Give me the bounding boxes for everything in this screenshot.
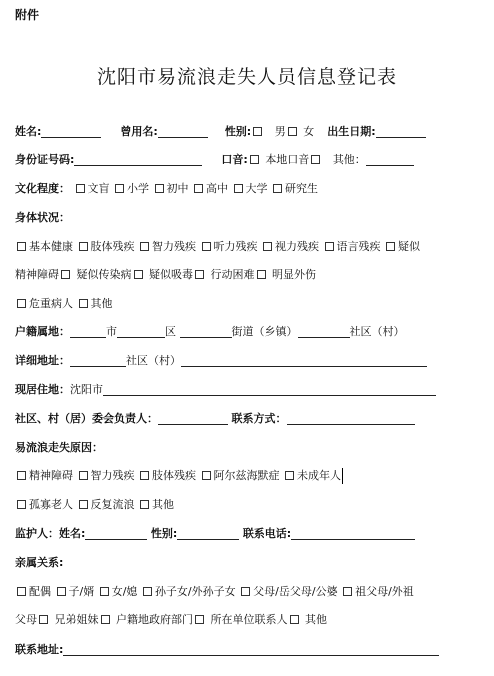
relative-option: 兄弟姐妹 xyxy=(54,613,99,626)
reason-label: 易流浪走失原因： xyxy=(15,441,103,454)
checkbox-reason[interactable] xyxy=(17,471,26,480)
contact-address-field[interactable] xyxy=(63,643,439,656)
address-detail-field[interactable] xyxy=(181,354,427,367)
health-option: 语言残疾 xyxy=(336,240,381,253)
checkbox-male[interactable] xyxy=(253,127,262,136)
checkbox-health[interactable] xyxy=(140,242,149,251)
address-field[interactable] xyxy=(70,354,126,367)
education-option: 文盲 xyxy=(87,182,110,195)
reason-option: 反复流浪 xyxy=(90,498,135,511)
health-option: 智力残疾 xyxy=(152,240,196,253)
other-accent-field[interactable] xyxy=(366,153,414,166)
health-options-row xyxy=(15,295,113,313)
reason-options-row xyxy=(15,496,174,514)
residence-label: 现居住地： xyxy=(15,383,70,396)
city-field[interactable] xyxy=(70,325,106,338)
district-label: 区 xyxy=(165,325,176,338)
community-field[interactable] xyxy=(298,325,350,338)
female-option: 女 xyxy=(303,125,315,138)
checkbox-reason[interactable] xyxy=(202,471,211,480)
gender-label: 性别: xyxy=(224,125,252,138)
reason-option: 精神障碍 xyxy=(29,469,73,482)
checkbox-health[interactable] xyxy=(79,299,88,308)
reason-option: 其他 xyxy=(152,498,174,511)
alias-field[interactable] xyxy=(158,125,208,138)
health-option: 疑似传染病 xyxy=(76,268,132,281)
accent-label: 口音: xyxy=(221,153,248,166)
checkbox-health[interactable] xyxy=(263,242,272,251)
guardian-label: 监护人：姓名: xyxy=(15,527,86,540)
health-option: 行动困难 xyxy=(210,268,255,281)
address-row xyxy=(15,352,427,370)
checkbox-health[interactable] xyxy=(195,270,204,279)
residence-value: 沈阳市 xyxy=(70,383,103,396)
city-label: 市 xyxy=(106,325,117,338)
checkbox-health[interactable] xyxy=(17,242,26,251)
guardian-row xyxy=(15,525,415,543)
checkbox-health[interactable] xyxy=(325,242,334,251)
checkbox-relative[interactable] xyxy=(39,615,48,624)
committee-contact-field[interactable] xyxy=(287,412,415,425)
relative-option: 配偶 xyxy=(29,585,51,598)
reason-option: 阿尔兹海默症 xyxy=(213,469,280,482)
id-label: 身份证号码: xyxy=(15,153,75,166)
education-label: 文化程度： xyxy=(15,182,70,195)
health-option: 视力残疾 xyxy=(275,240,319,253)
relative-option: 孙子女/外孙子女 xyxy=(154,585,236,598)
relatives-options-row xyxy=(15,583,414,601)
health-option: 其他 xyxy=(90,297,113,310)
checkbox-reason[interactable] xyxy=(140,471,149,480)
contact-address-label: 联系地址: xyxy=(15,643,64,656)
relative-option: 父母/岳父母/公婆 xyxy=(253,585,338,598)
checkbox-health[interactable] xyxy=(61,270,70,279)
checkbox-relative[interactable] xyxy=(101,615,110,624)
relative-option: 户籍地政府部门 xyxy=(116,613,193,626)
checkbox-relative[interactable] xyxy=(143,587,152,596)
id-field[interactable] xyxy=(74,153,202,166)
checkbox-local-accent[interactable] xyxy=(250,155,259,164)
health-label: 身体状况： xyxy=(15,211,70,224)
address-community-label: 社区（村） xyxy=(126,354,181,367)
health-option: 疑似吸毒 xyxy=(149,268,193,281)
checkbox-education[interactable] xyxy=(273,184,282,193)
community-label: 社区（村） xyxy=(349,325,405,338)
education-option: 高中 xyxy=(206,182,228,195)
checkbox-relative[interactable] xyxy=(241,587,250,596)
male-option: 男 xyxy=(274,125,286,138)
education-option: 小学 xyxy=(127,182,149,195)
committee-row xyxy=(15,410,415,428)
checkbox-reason[interactable] xyxy=(285,471,294,480)
checkbox-relative[interactable] xyxy=(17,587,26,596)
guardian-phone-field[interactable] xyxy=(291,527,415,540)
dob-field[interactable] xyxy=(376,125,426,138)
committee-field[interactable] xyxy=(158,412,228,425)
reason-label-row xyxy=(15,439,103,457)
checkbox-female[interactable] xyxy=(288,127,297,136)
checkbox-health[interactable] xyxy=(17,299,26,308)
education-row xyxy=(15,180,318,198)
health-label-row xyxy=(15,209,70,227)
attachment-label: 附件 xyxy=(15,8,40,22)
guardian-gender-field[interactable] xyxy=(177,527,239,540)
checkbox-relative[interactable] xyxy=(343,587,352,596)
reason-options-row xyxy=(15,467,343,485)
relative-option: 子/婿 xyxy=(68,585,95,598)
checkbox-education[interactable] xyxy=(155,184,164,193)
guardian-name-field[interactable] xyxy=(85,527,147,540)
checkbox-other-accent[interactable] xyxy=(311,155,320,164)
checkbox-health[interactable] xyxy=(257,270,266,279)
checkbox-education[interactable] xyxy=(115,184,124,193)
checkbox-health[interactable] xyxy=(134,270,143,279)
health-option: 听力残疾 xyxy=(213,240,258,253)
checkbox-reason[interactable] xyxy=(79,471,88,480)
education-option: 大学 xyxy=(245,182,268,195)
contact-address-row xyxy=(15,641,439,659)
alias-label: 曾用名: xyxy=(120,125,158,138)
checkbox-health[interactable] xyxy=(386,242,395,251)
education-option: 初中 xyxy=(166,182,189,195)
health-option: 基本健康 xyxy=(29,240,73,253)
household-label: 户籍属地： xyxy=(15,325,70,338)
relative-option: 父母 xyxy=(15,613,37,626)
address-label: 详细地址： xyxy=(15,354,70,367)
street-label: 街道（乡镇） xyxy=(231,325,298,338)
checkbox-reason[interactable] xyxy=(79,500,88,509)
checkbox-health[interactable] xyxy=(79,242,88,251)
checkbox-relative[interactable] xyxy=(100,587,109,596)
checkbox-health[interactable] xyxy=(202,242,211,251)
relative-option: 其他 xyxy=(305,613,327,626)
dob-label: 出生日期: xyxy=(327,125,376,138)
reason-option: 未成年人 xyxy=(297,469,341,482)
health-option: 危重病人 xyxy=(29,297,73,310)
name-field[interactable] xyxy=(41,125,101,138)
checkbox-education[interactable] xyxy=(194,184,203,193)
district-field[interactable] xyxy=(117,325,165,338)
local-accent-option: 本地口音 xyxy=(265,153,310,166)
name-label: 姓名: xyxy=(15,125,42,138)
form-title: 沈阳市易流浪走失人员信息登记表 xyxy=(96,66,397,88)
relative-option: 祖父母/外祖 xyxy=(355,585,414,598)
checkbox-relative[interactable] xyxy=(290,615,299,624)
checkbox-relative[interactable] xyxy=(57,587,66,596)
guardian-phone-label: 联系电话: xyxy=(242,527,292,540)
checkbox-reason[interactable] xyxy=(17,500,26,509)
health-options-row xyxy=(15,238,420,256)
residence-row xyxy=(15,381,436,399)
committee-label: 社区、村（居）委会负责人： xyxy=(15,412,158,425)
health-option: 明显外伤 xyxy=(272,268,316,281)
street-field[interactable] xyxy=(180,325,232,338)
relatives-label-row xyxy=(15,554,63,572)
health-options-row xyxy=(15,266,316,284)
health-option: 疑似 xyxy=(398,240,420,253)
relatives-options-row xyxy=(15,611,327,629)
guardian-gender-label: 性别: xyxy=(150,527,178,540)
health-option: 肢体残疾 xyxy=(90,240,135,253)
residence-field[interactable] xyxy=(103,383,436,396)
checkbox-reason[interactable] xyxy=(140,500,149,509)
basic-info-row xyxy=(15,123,426,141)
reason-option: 肢体残疾 xyxy=(152,469,196,482)
reason-option: 孤寡老人 xyxy=(29,498,73,511)
education-option: 研究生 xyxy=(285,182,318,195)
household-row xyxy=(15,323,405,341)
checkbox-education[interactable] xyxy=(234,184,243,193)
text-cursor xyxy=(342,468,343,484)
committee-contact-label: 联系方式： xyxy=(231,412,287,425)
reason-option: 智力残疾 xyxy=(90,469,135,482)
relatives-label: 亲属关系: xyxy=(15,556,64,569)
relative-option: 女/媳 xyxy=(111,585,138,598)
checkbox-relative[interactable] xyxy=(195,615,204,624)
id-row xyxy=(15,151,414,169)
checkbox-education[interactable] xyxy=(76,184,85,193)
relative-option: 所在单位联系人 xyxy=(210,613,288,626)
other-accent-option: 其他： xyxy=(332,153,366,166)
health-option: 精神障碍 xyxy=(15,268,59,281)
